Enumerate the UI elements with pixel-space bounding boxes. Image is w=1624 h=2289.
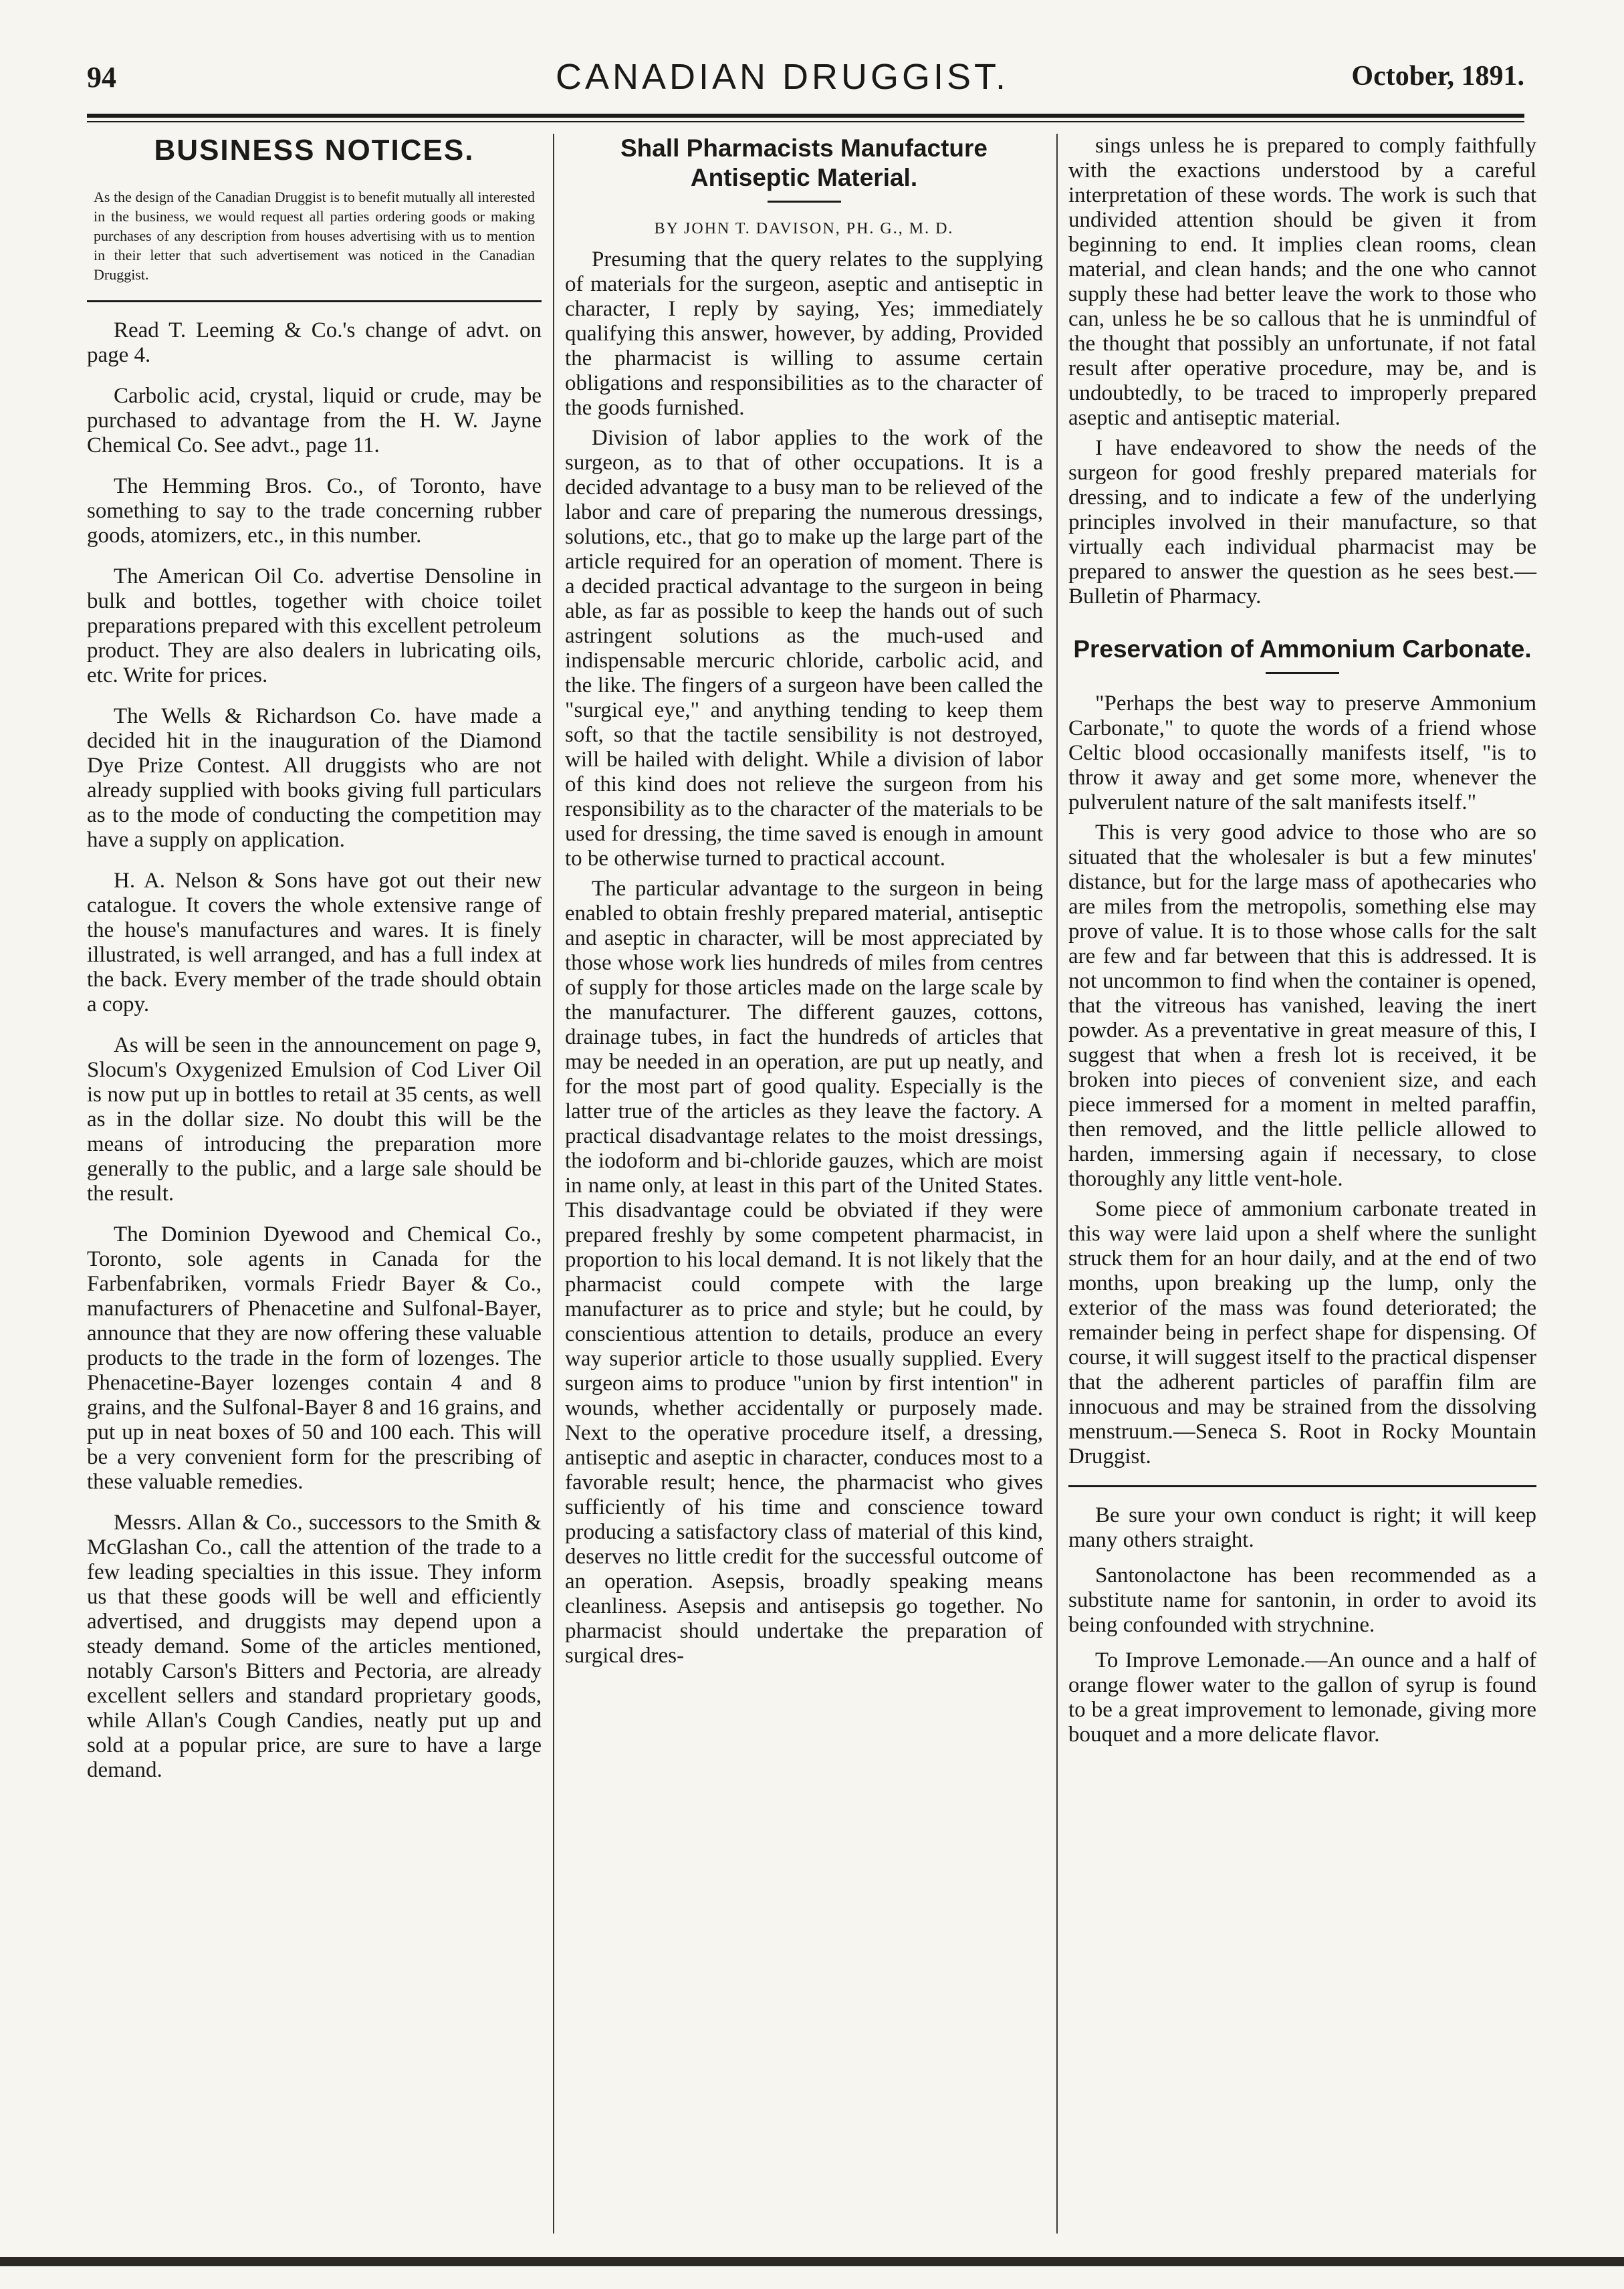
article-paragraph: sings unless he is prepared to comply faithfully with the exactions understood by a careful interpretation of these words. The work is such that undivided attention should be given it from beginning to end. It implies clean rooms, clean material, and clean hands; and the one who cannot supply these had better leave the work to those who can, unless he be so callous that he is unmindful of the thought that possibly an unfortunate, if not fatal result after operative procedure, may be, and is undoubtedly, to be traced to improperly prepared aseptic and antiseptic material. [1068,134,1536,430]
column-divider [553,134,554,2233]
notice-item: The American Oil Co. advertise Densoline in bulk and bottles, together with choice toilet preparations prepared with this excellent petroleum product. They are also dealers in lubricating oils, etc. Write for prices. [87,564,542,687]
header-rule-thin [87,121,1524,122]
notice-item: Carbolic acid, crystal, liquid or crude, may be purchased to advantage from the H. W. Jayne Chemical Co. See advt., page 11. [87,384,542,457]
article-spacer [1068,615,1536,635]
article-paragraph: Some piece of ammonium carbonate treated in this way were laid upon a shelf where the sunlight struck them for an hour daily, and at the end of two months, upon breaking up the lump, only the exterior of the mass was found deteriorated; the remainder being in perfect shape for dispensing. Of course, it will suggest itself to the practical dispenser that the adherent particles of paraffin film are innocuous and may be strained from the dissolving menstruum.—Seneca S. Root in Rocky Mountain Druggist. [1068,1197,1536,1468]
notice-item: The Dominion Dyewood and Chemical Co., Toronto, sole agents in Canada for the Farbenfabriken, vormals Friedr Bayer & Co., manufacturers of Phenacetine and Sulfonal-Bayer, announce that they are now offering these valuable products to the trade in the form of lozenges. The Phenacetine-Bayer lozenges contain 4 and 8 grains, and the Sulfonal-Bayer 8 and 16 grains, and put up in neat boxes of 50 and 100 each. This will be a very convenient form for the prescribing of these valuable remedies. [87,1222,542,1494]
header-rule-thick [87,114,1524,118]
section-rule [1068,1485,1536,1487]
article-title-pharmacists: Shall Pharmacists Manufacture Antiseptic Material. [620,134,988,191]
article-paragraph: I have endeavored to show the needs of the surgeon for good freshly prepared materials for dressing, and to indicate a few of the underlying principles involved in their manufacture, so that virtually each individual pharmacist may be prepared to answer the question as he sees best.—Bulletin of Pharmacy. [1068,436,1536,609]
issue-date: October, 1891. [1351,61,1524,92]
page-bottom-edge [0,2257,1624,2266]
notice-item: H. A. Nelson & Sons have got out their new catalogue. It covers the whole extensive range of the house's manufactures and wares. It is finely illustrated, is well arranged, and has a full index at the back. Every member of the trade should obtain a copy. [87,869,542,1016]
title-rule [768,201,841,203]
article-column-2 [565,134,1043,1674]
article-paragraph: "Perhaps the best way to preserve Ammonium Carbonate," to quote the words of a friend whose Celtic blood occasionally manifests itself, "is to throw it away and get some more, whenever the pulverulent nature of the salt manifests itself." [1068,691,1536,814]
page-header [40,53,1524,114]
article-column-3 [1068,134,1536,1758]
short-item: Santonolactone has been recommended as a substitute name for santonin, in order to avoid its being confounded with strychnine. [1068,1563,1536,1637]
column-divider [1056,134,1058,2233]
notice-item: As will be seen in the announcement on page 9, Slocum's Oxygenized Emulsion of Cod Liver Oil is now put up in bottles to retail at 35 cents, as well as in the dollar size. No doubt this will be the means of introducing the preparation more generally to the public, and a large sale should be the result. [87,1033,542,1206]
title-rule [1266,672,1339,674]
short-item: To Improve Lemonade.—An ounce and a half of orange flower water to the gallon of syrup is found to be a great improvement to lemonade, giving more bouquet and a more delicate flavor. [1068,1648,1536,1747]
article-paragraph: The particular advantage to the surgeon in being enabled to obtain freshly prepared material, antiseptic and aseptic in character, will be most appreciated by those whose work lies hundreds of miles from centres of supply for those articles made on the large scale by the manufacturer. The different gauzes, cottons, drainage tubes, in fact the hundreds of articles that may be needed in an operation, are put up neatly, and for the most part of good quality. Especially is the latter true of the articles as they leave the factory. A practical disadvantage relates to the moist dressings, the iodoform and bi-chloride gauzes, which are moist in name only, at least in this part of the United States. This disadvantage could be obviated if they were prepared freshly by some competent pharmacist, in proportion to his local demand. It is not likely that the pharmacist could compete with the large manufacturer as to price and style; but he could, by conscientious attention to details, produce an every way superior article to those usually supplied. Every surgeon aims to produce "union by first intention" in wounds, whether accidentally or purposely made. Next to the operative procedure itself, a dressing, antiseptic and aseptic in character, conduces most to a favorable result; hence, the pharmacist who gives sufficiently of his time and conscience toward producing a satisfactory class of material of this kind, deserves no little credit for the successful outcome of an operation. Asepsis, broadly speaking means cleanliness. Asepsis and antisepsis go together. No pharmacist should undertake the preparation of surgical dres- [565,877,1043,1668]
notice-item: The Hemming Bros. Co., of Toronto, have something to say to the trade concerning rubber goods, atomizers, etc., in this number. [87,474,542,548]
article-paragraph: This is very good advice to those who are so situated that the wholesaler is but a few minutes' distance, but for the large mass of apothecaries who are miles from the metropolis, something else may prove of value. It is to those whose calls for the salt are few and far between that this is addressed. It is not uncommon to find when the container is opened, that the vitreous has vanished, leaving the inert powder. As a preventative in great measure of this, I suggest that when a fresh lot is received, it be broken into pieces of convenient size, and each piece immersed for a moment in melted paraffin, then removed, and the little pellicle allowed to harden, immersing again if necessary, to close thoroughly any little vent-hole. [1068,821,1536,1191]
section-rule [87,300,542,302]
business-notices-heading: BUSINESS NOTICES. [154,134,475,167]
short-item: Be sure your own conduct is right; it will keep many others straight. [1068,1503,1536,1552]
business-notices-column [87,134,542,1799]
business-notices-intro: As the design of the Canadian Druggist is to benefit mutually all interested in the business, we would request all parties ordering goods or making purchases of any description from houses advertising with us to mention in their letter that such advertisement was noticed in the Canadian Druggist. [94,189,535,283]
notice-item: Read T. Leeming & Co.'s change of advt. on page 4. [87,318,542,367]
notice-item: Messrs. Allan & Co., successors to the Smith & McGlashan Co., call the attention of the trade to a few leading specialties in this issue. They inform us that these goods will be well and efficiently advertised, and druggists may depend upon a steady demand. Some of the articles mentioned, notably Carson's Bitters and Pectoria, are already excellent sellers and standard proprietary goods, while Allan's Cough Candies, neatly put up and sold at a popular price, are sure to have a large demand. [87,1511,542,1782]
publication-title: CANADIAN DRUGGIST. [555,57,1010,97]
article-paragraph: Presuming that the query relates to the supplying of materials for the surgeon, aseptic and antiseptic in character, I reply by saying, Yes; immediately qualifying this answer, however, by adding, Provided the pharmacist is willing to assume certain obligations and responsibilities as to the character of the goods furnished. [565,247,1043,420]
article-title-ammonium: Preservation of Ammonium Carbonate. [1073,635,1532,663]
article-paragraph: Division of labor applies to the work of the surgeon, as to that of other occupations. It is a decided advantage to a busy man to be relieved of the labor and care of preparing the numerous dressings, solutions, etc., that go to make up the large part of the article required for an operation of moment. There is a decided practical advantage to the surgeon in being able, as far as possible to keep the hands out of such astringent solutions as the much-used and indispensable mercuric chloride, carbolic acid, and the like. The fingers of a surgeon have been called the "surgical eye," and anything tending to keep them soft, so that the tactile sensibility is not destroyed, will be hailed with delight. While a division of labor of this kind does not relieve the surgeon from his responsibility as to the character of the materials to be used for dressing, the time saved is enough in amount to be otherwise turned to practical account. [565,426,1043,871]
notice-item: The Wells & Richardson Co. have made a decided hit in the inauguration of the Diamond Dye Prize Contest. All druggists who are not already supplied with books giving full particulars as to the mode of conducting the competition may have a supply on application. [87,704,542,852]
article-byline: BY JOHN T. DAVISON, PH. G., M. D. [654,220,954,237]
page-number: 94 [87,61,116,94]
